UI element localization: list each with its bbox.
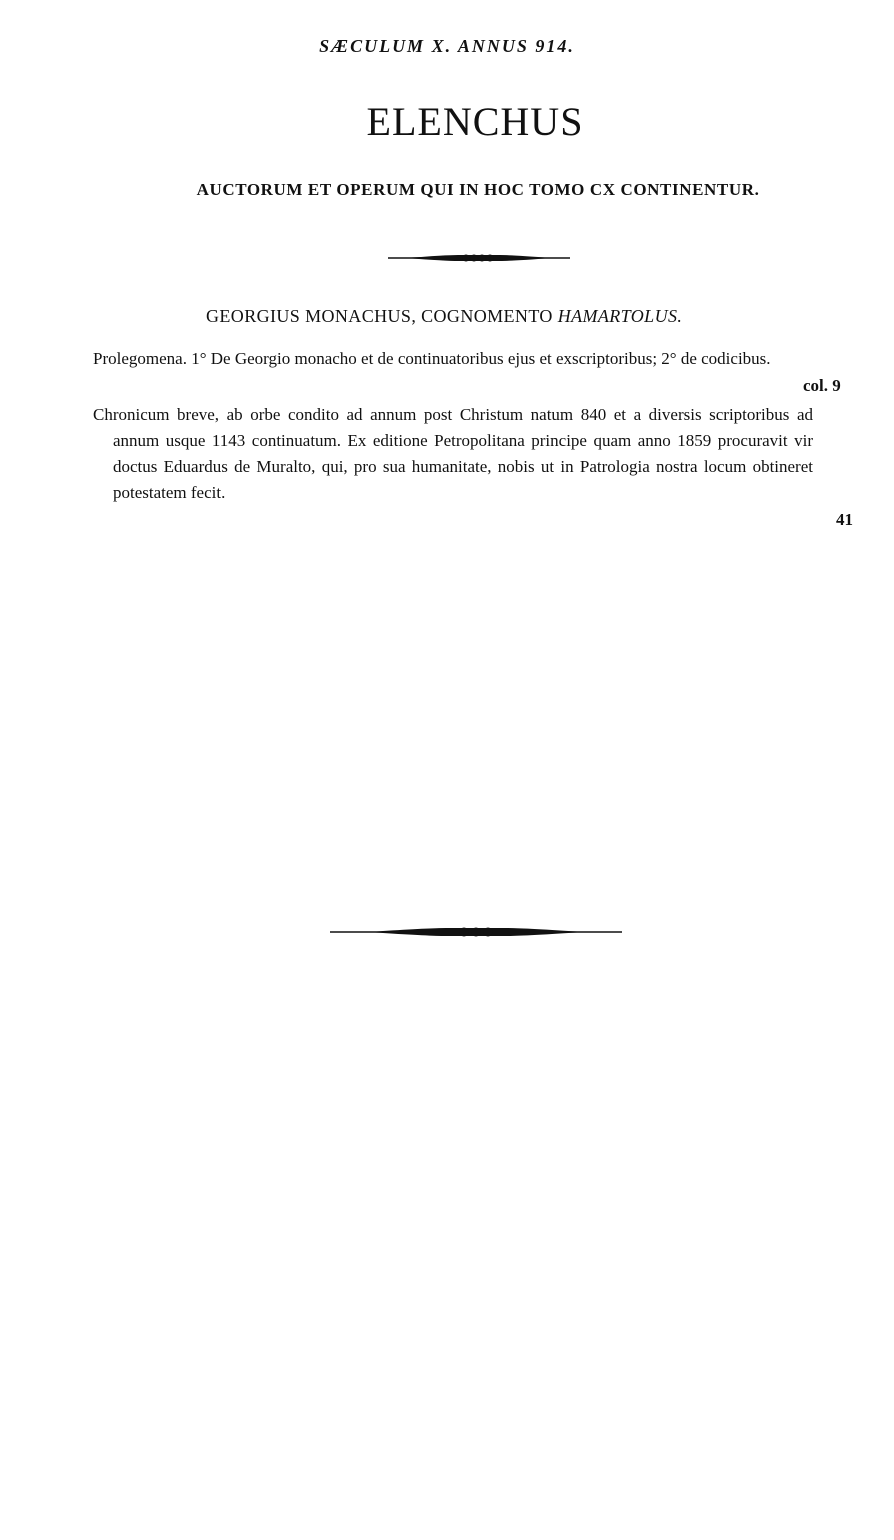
author-heading: [206, 306, 766, 327]
running-head: SÆCULUM X. ANNUS 914.: [319, 36, 575, 56]
ornament-rule-icon: [386, 250, 572, 266]
column-reference: col. 9: [803, 376, 841, 395]
contents-entry: Prolegomena. 1° De Georgio monacho et de continuatoribus ejus et exscriptoribus; 2° de codicibus.: [93, 349, 771, 368]
column-reference: 41: [836, 510, 853, 529]
page-subtitle: AUCTORUM ET OPERUM QUI IN HOC TOMO CX CONTINENTUR.: [196, 180, 760, 199]
ornament-rule-icon: [328, 922, 624, 942]
author-name: GEORGIUS MONACHUS, COGNOMENTO: [206, 306, 553, 326]
author-cognomen: HAMARTOLUS.: [557, 306, 683, 326]
contents-entry: Chronicum breve, ab orbe condito ad annum post Christum natum 840 et a diversis scriptoribus ad annum usque 1143 continuatum. Ex editione Petropolitana principe quam anno 1859 procuravit vir doctus Eduardus de Muralto, qui, pro sua humanitate, nobis ut in Patrologia nostra locum obtineret potestatem fecit.: [93, 405, 813, 502]
page-title: ELENCHUS: [366, 99, 584, 144]
